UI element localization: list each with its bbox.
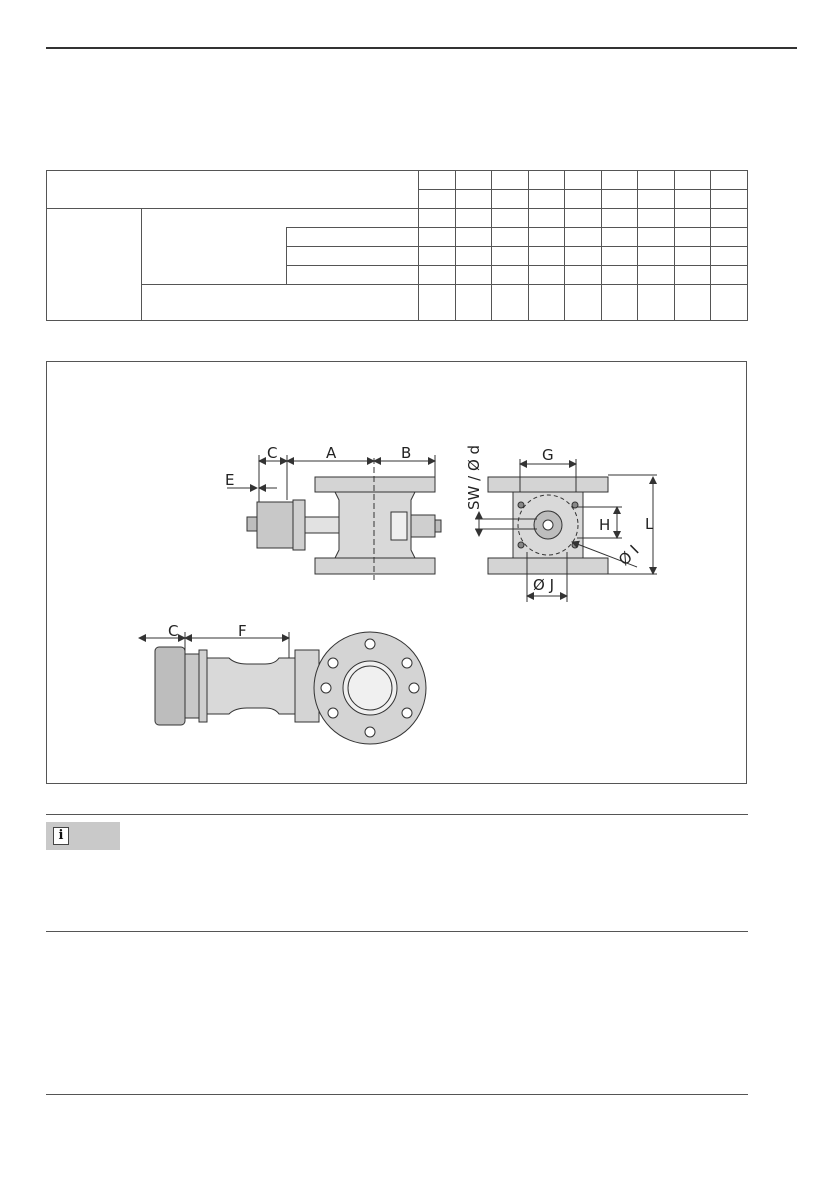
dimension-drawing: [46, 361, 747, 784]
dimension-table: [46, 170, 748, 321]
dimension-label-e: E: [225, 471, 235, 489]
header-rule: [46, 47, 797, 49]
dimension-label-b: B: [401, 444, 412, 462]
info-icon: i: [53, 827, 69, 845]
dimension-label-d: SW / Ø d: [465, 444, 483, 510]
table-row: [47, 285, 748, 321]
note-bottom-rule: [46, 931, 748, 932]
dimension-label-a: A: [326, 444, 337, 462]
side-view: [227, 455, 441, 580]
valve-drawing-svg: [47, 362, 746, 783]
table-group-label: [47, 209, 142, 321]
dimension-label-c: C: [267, 444, 278, 462]
note-badge: [46, 822, 120, 850]
table-row: [47, 209, 748, 228]
dimension-label-l: L: [645, 515, 654, 533]
dimension-label-g: G: [542, 446, 554, 464]
top-view: [139, 632, 426, 744]
table-header-cell: [47, 171, 419, 209]
dimension-label-f: F: [238, 622, 247, 640]
dimension-label-h: H: [599, 516, 611, 534]
dimension-label-c-top: C: [168, 622, 179, 640]
dimension-label-j: Ø J: [533, 576, 554, 594]
front-view: [475, 459, 657, 602]
dimension-label-i: Ø I: [614, 541, 643, 570]
footer-rule: [46, 1094, 748, 1095]
table-header-row: [47, 171, 748, 190]
note-top-rule: [46, 814, 748, 815]
